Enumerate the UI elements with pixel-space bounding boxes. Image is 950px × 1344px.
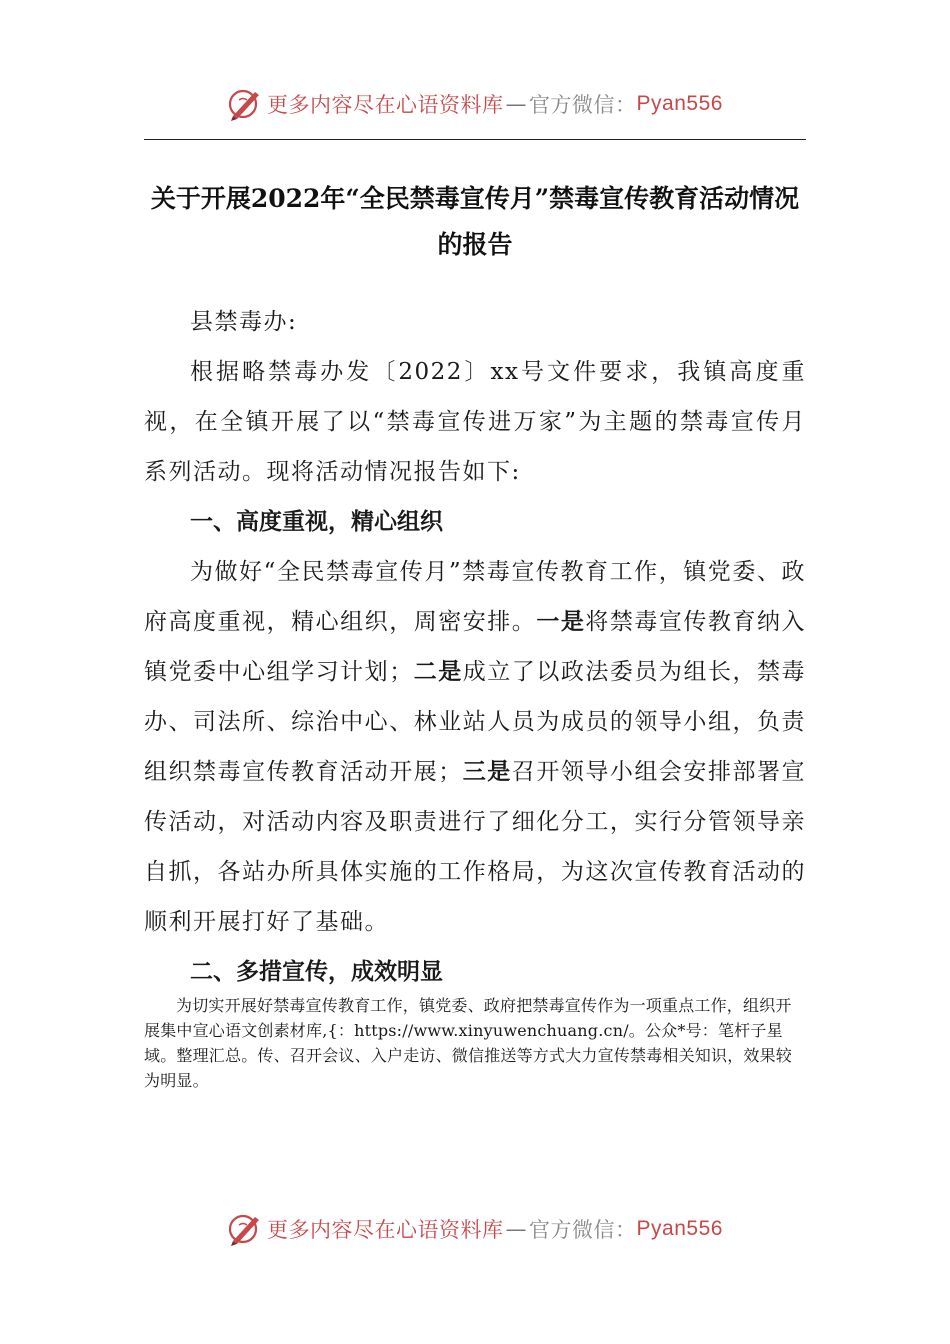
point-two-label: 二是	[413, 658, 463, 685]
header-divider	[144, 139, 806, 140]
pen-logo-icon	[227, 86, 263, 122]
wechat-id: Pyan556	[636, 1217, 723, 1240]
wechat-label: 官方微信：	[529, 1218, 637, 1242]
section1-paragraph	[144, 547, 806, 947]
point-three-label: 三是	[462, 758, 512, 785]
section2-paragraph: 为切实开展好禁毒宣传教育工作，镇党委、政府把禁毒宣传作为一项重点工作，组织开展集中宣心语文创素材库,{：https://www.xinyuwenchuang.cn/。公众*号：笔杆子星域。整理汇总。传、召开会议、入户走访、微信推送等方式大力宣传禁毒相关知识，效果较为明显。	[144, 996, 793, 1090]
section2-heading: 二、多措宣传，成效明显	[190, 959, 443, 985]
footer-banner	[0, 1209, 950, 1249]
header-banner	[0, 84, 950, 124]
intro-paragraph: 根据略禁毒办发〔2022〕xx号文件要求，我镇高度重视，在全镇开展了以“禁毒宣传进万家”为主题的禁毒宣传月系列活动。现将活动情况报告如下:	[144, 359, 806, 485]
section1-heading: 一、高度重视，精心组织	[190, 509, 443, 535]
document-title: 关于开展2022年“全民禁毒宣传月”禁毒宣传教育活动情况的报告	[150, 184, 800, 259]
point-one-label: 一是	[536, 608, 586, 635]
document-body	[144, 297, 806, 997]
banner-separator: —	[505, 1217, 528, 1241]
banner-separator: —	[505, 92, 528, 116]
salutation: 县禁毒办:	[190, 309, 298, 335]
banner-text: 更多内容尽在心语资料库	[267, 1218, 504, 1242]
wechat-id: Pyan556	[636, 92, 723, 115]
section1-text-start: 为做好“全民禁毒宣传月”禁毒宣传教育工作，镇党委、政府高度重视，精心组织，周密安排。	[144, 559, 806, 635]
banner-text: 更多内容尽在心语资料库	[267, 93, 504, 117]
point-two-text: 成立了以政法委员为组长，禁毒办、司法所、综治中心、林业站人员为成员的领导小组，负责组织禁毒宣传教育活动开展；	[144, 659, 807, 785]
wechat-label: 官方微信：	[529, 93, 637, 117]
pen-logo-icon	[227, 1211, 263, 1247]
point-one-text: 将禁毒宣传教育纳入镇党委中心组学习计划；	[144, 609, 807, 685]
point-three-text: 召开领导小组会安排部署宣传活动，对活动内容及职责进行了细化分工，实行分管领导亲自抓，各站办所具体实施的工作格局，为这次宣传教育活动的顺利开展打好了基础。	[144, 759, 807, 935]
